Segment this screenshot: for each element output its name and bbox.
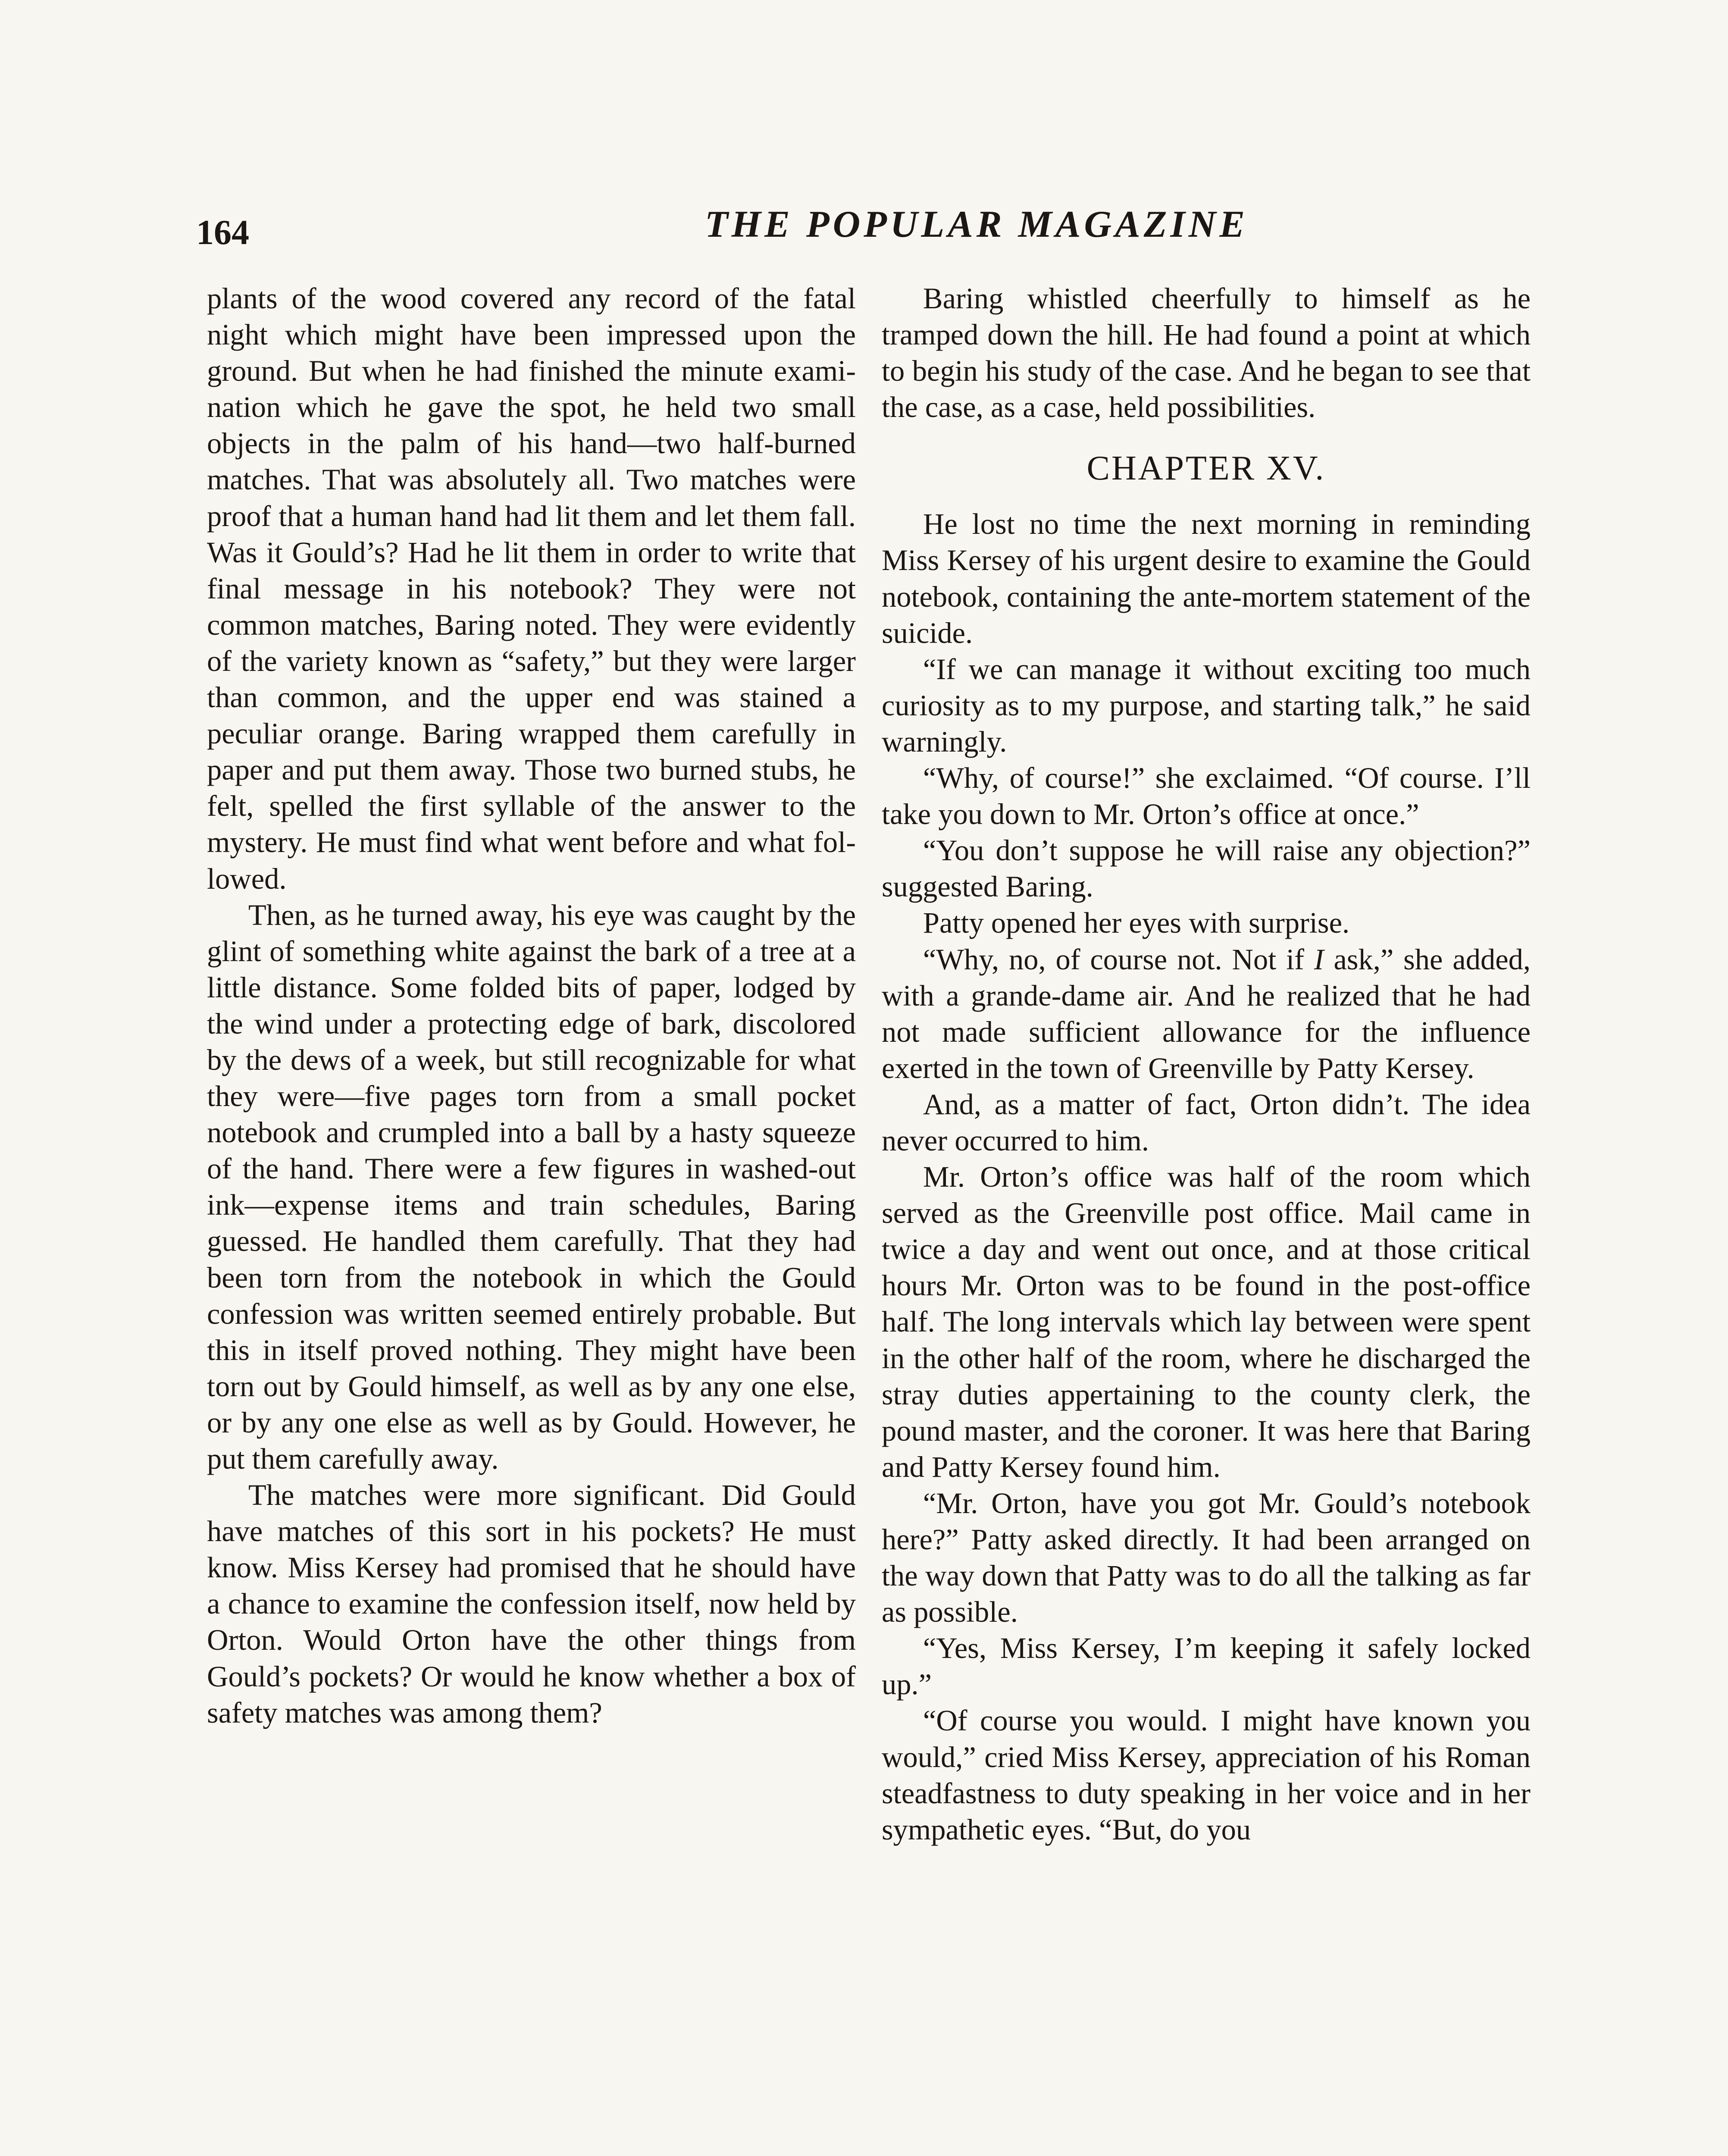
paragraph: “Of course you would. I might have known you would,” cried Miss Kersey, appreciation of his Roman steadfastness to duty speaking in her voice and in her sympathetic eyes. “But, do you xyxy=(882,1704,1531,1846)
paragraph: “Why, of course!” she exclaimed. “Of course. I’ll take you down to Mr. Orton’s office at once.” xyxy=(882,761,1531,831)
chapter-heading: CHAPTER XV. xyxy=(1086,449,1326,488)
paragraph-text: ask,” she added, with a grande-dame air. And he realized that he had not made sufficient allowance for the influence exerted in the town of Greenville by Patty Kersey. xyxy=(882,943,1531,1084)
paragraph: Patty opened her eyes with surprise. xyxy=(923,906,1350,940)
paragraph: Mr. Orton’s office was half of the room which served as the Greenville post office. Mail came in twice a day and went out once, and at those critical hours Mr. Orton was to be found in the post-office half. The long intervals which lay between were spent in the other half of the room, where he discharged the stray duties appertaining to the county clerk, the pound master, and the coroner. It was here that Baring and Patty Kersey found him. xyxy=(882,1160,1531,1483)
paragraph: Then, as he turned away, his eye was caught by the glint of something white against the bark of a tree at a little distance. Some folded bits of paper, lodged by the wind under a protecting edge of bark, discolored by the dews of a week, but still recognizable for what they were—five pages torn from a small pocket notebook and crumpled into a ball by a hasty squeeze of the hand. There were a few figures in washed-out ink—expense items and train schedules, Baring guessed. He handled them carefully. That they had been torn from the notebook in which the Gould confession was written seemed entirely probable. But this in itself proved nothing. They might have been torn out by Gould himself, as well as by any one else, or by any one else as well as by Gould. However, he put them carefully away. xyxy=(207,898,856,1475)
paragraph: “Mr. Orton, have you got Mr. Gould’s notebook here?” Patty asked directly. It had been arranged on the way down that Patty was to do all the talking as far as possible. xyxy=(882,1486,1531,1629)
paragraph xyxy=(882,941,1531,1086)
paragraph-text: “Why, no, of course not. Not if xyxy=(923,943,1314,976)
paragraph: Baring whistled cheerfully to himself as he tramped down the hill. He had found a point at which to begin his study of the case. And he began to see that the case, as a case, held possibilities. xyxy=(882,282,1531,424)
page-number: 164 xyxy=(196,213,249,252)
paragraph: “If we can manage it without exciting too much curiosity as to my purpose, and starting talk,” he said warningly. xyxy=(882,652,1531,758)
right-column xyxy=(882,280,1531,1848)
paragraph: The matches were more significant. Did Gould have matches of this sort in his pockets? He must know. Miss Kersey had promised that he should have a chance to examine the confession itself, now held by Orton. Would Orton have the other things from Gould’s pockets? Or would he know whether a box of safety matches was among them? xyxy=(207,1479,856,1729)
emphasis: I xyxy=(1314,943,1324,976)
paragraph: He lost no time the next morning in reminding Miss Kersey of his urgent desire to examine the Gould notebook, containing the ante-mortem statement of the suicide. xyxy=(882,508,1531,649)
paragraph: And, as a matter of fact, Orton didn’t. The idea never occurred to him. xyxy=(882,1087,1531,1157)
paragraph: “You don’t suppose he will raise any objection?” suggested Baring. xyxy=(882,834,1531,903)
paragraph: plants of the wood covered any record of the fatal night which might have been impressed upon the ground. But when he had finished the minute examination which he gave the spot, he held two small objects in the palm of his hand—two half-burned matches. That was absolutely all. Two matches were proof that a human hand had lit them and let them fall. Was it Gould’s? Had he lit them in order to write that final message in his notebook? They were not common matches, Baring noted. They were evidently of the variety known as “safety,” but they were larger than common, and the upper end was stained a peculiar orange. Baring wrapped them carefully in paper and put them away. Those two burned stubs, he felt, spelled the first syllable of the answer to the mystery. He must find what went before and what followed. xyxy=(207,282,856,895)
paragraph: “Yes, Miss Kersey, I’m keeping it safely locked up.” xyxy=(882,1632,1531,1701)
running-head: THE POPULAR MAGAZINE xyxy=(704,204,1249,245)
page-header xyxy=(196,203,1511,259)
left-column xyxy=(207,280,856,1731)
